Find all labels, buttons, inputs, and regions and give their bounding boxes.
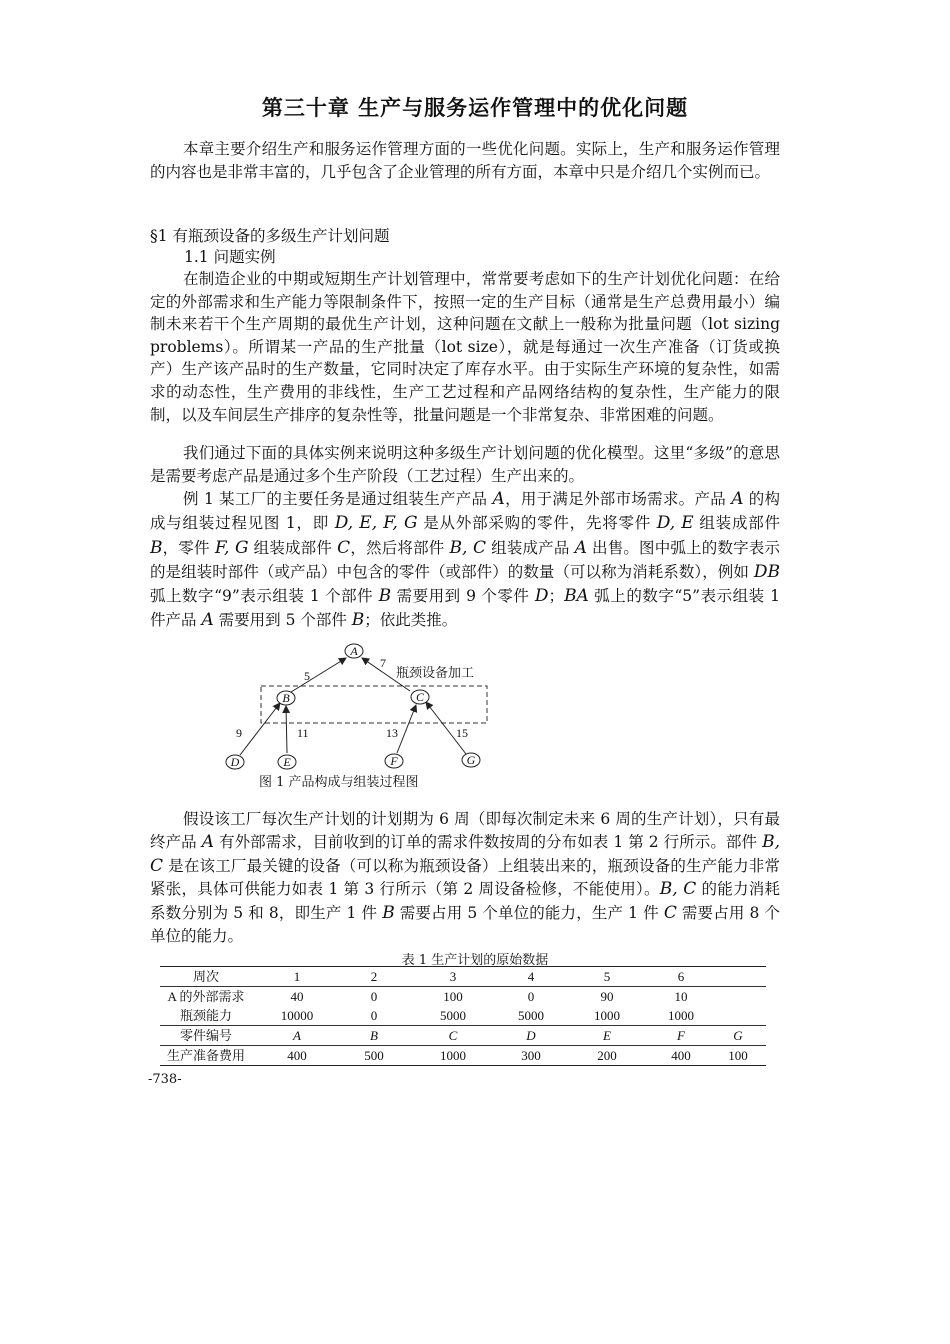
math-symbol: B, C	[659, 879, 697, 900]
table-cell: 400	[252, 1046, 342, 1066]
example-text: 例 1 某工厂的主要任务是通过组装生产产品	[183, 490, 493, 508]
node-label-D: D	[230, 755, 240, 769]
table-cell: 100	[406, 987, 500, 1007]
table-cell: 4	[500, 967, 562, 987]
intro-paragraph: 本章主要介绍生产和服务运作管理方面的一些优化问题。实际上，生产和服务运作管理的内容也是非常丰富的，几乎包含了企业管理的所有方面，本章中只是介绍几个实例而已。	[150, 140, 780, 181]
table-cell: C	[406, 1026, 500, 1046]
table-cell	[710, 987, 766, 1007]
table-caption: 表 1 生产计划的原始数据	[401, 953, 549, 968]
math-symbol: D, E	[656, 513, 694, 534]
section-heading-1: §1 有瓶颈设备的多级生产计划问题	[150, 227, 390, 245]
table-cell: 300	[500, 1046, 562, 1066]
table-cell: 100	[710, 1046, 766, 1066]
math-symbol: B	[378, 586, 392, 607]
paragraph-text: 需要占用 8 个单位的能力。	[150, 903, 780, 946]
page-number: -738-	[148, 1072, 182, 1087]
math-symbol: B	[382, 902, 395, 923]
table-cell: 瓶颈能力	[179, 1008, 232, 1023]
arc-label-DB: 9	[236, 726, 242, 740]
table-cell: 200	[562, 1046, 652, 1066]
subsection-heading-1-1: 1.1 问题实例	[184, 248, 276, 266]
table-cell: 2	[342, 967, 406, 987]
table-cell: 1000	[594, 1008, 620, 1023]
example-text: ，然后将部件	[350, 538, 450, 557]
math-symbol: B, C	[449, 537, 487, 558]
table-cell	[710, 967, 766, 987]
arc-label-CA: 7	[380, 656, 386, 670]
table-cell: 6	[652, 967, 710, 987]
arc-EB	[286, 706, 287, 753]
figure-caption: 图 1 产品构成与组装过程图	[259, 775, 419, 790]
table-cell: 5000	[440, 1008, 466, 1023]
paragraph-text: 假设该工厂每次生产计划的计划期为 6 周（即每次制定未来 6 周的生产计划），只有最终产品	[150, 810, 780, 852]
example-text: 弧上的数字“5”表示组装 1 件产品	[150, 587, 780, 630]
example-text: 是从外部采购的零件，先将零件	[417, 514, 657, 533]
chapter-title: 第三十章 生产与服务运作管理中的优化问题	[261, 96, 689, 120]
table-cell: 1000	[406, 1046, 500, 1066]
table-cell: A	[252, 1026, 342, 1046]
table-cell: D	[500, 1026, 562, 1046]
table-cell: 500	[342, 1046, 406, 1066]
math-symbol: A	[201, 610, 214, 631]
example-text: 组装成部件	[248, 538, 338, 557]
arc-BA	[291, 658, 346, 692]
table-cell: 生产准备费用	[160, 1046, 252, 1066]
table-cell: 3	[406, 967, 500, 987]
table-cell: 零件编号	[160, 1026, 252, 1046]
node-label-E: E	[283, 755, 291, 769]
math-symbol: B	[150, 537, 163, 558]
example-text: 需要用到 5 个部件	[213, 611, 352, 630]
node-label-F: F	[390, 754, 398, 768]
table-cell: 400	[652, 1046, 710, 1066]
math-symbol: BA	[564, 586, 589, 607]
example-text: ；依此类推。	[364, 611, 458, 630]
table-cell: B	[342, 1026, 406, 1046]
table-cell: 10	[652, 987, 710, 1007]
bottleneck-box	[261, 686, 487, 723]
table-cell: G	[710, 1026, 766, 1046]
table-cell: 10000	[280, 1008, 314, 1023]
node-label-C: C	[415, 690, 425, 704]
example-1-paragraph	[150, 487, 780, 633]
paragraph-multilevel: 我们通过下面的具体实例来说明这种多级生产计划问题的优化模型。这里“多级”的意思是需要考虑产品是通过多个生产阶段（工艺过程）生产出来的。	[150, 444, 780, 485]
paragraph-text: 是在该工厂最关键的设备（可以称为瓶颈设备）上组装出来的，瓶颈设备的生产能力非常紧张，具体可供能力如表 1 第 3 行所示（第 2 周设备检修，不能使用）。	[150, 856, 780, 899]
math-symbol: DB	[753, 561, 780, 582]
math-symbol: D, E, F, G	[334, 513, 418, 534]
paragraph-text: 的能力消耗系数分别为 5 和 8，即生产 1 件	[150, 880, 780, 922]
arc-label-GC: 15	[456, 726, 468, 740]
math-symbol: A	[574, 537, 587, 558]
example-text: 弧上数字“9”表示组装 1 个部件	[150, 587, 379, 606]
table-cell: 5	[562, 967, 652, 987]
arc-DB	[240, 703, 280, 755]
paragraph-lot-sizing: 在制造企业的中期或短期生产计划管理中，常常要考虑如下的生产计划优化问题：在给定的外部需求和生产能力等限制条件下，按照一定的生产目标（通常是生产总费用最小）编制未来若干个生产周期的最优生产计划，这种问题在文献上一般称为批量问题（lot sizing problems）。所谓某一产品的生产批量（lot size），就是每通过一次生产准备（订货或换产）生产该产品时的生产数量，它同时决定了库存水平。由于实际生产环境的复杂性，如需求的动态性，生产费用的非线性，生产工艺过程和产品网络结构的复杂性，生产能力的限制，以及车间层生产排序的复杂性等，批量问题是一个非常复杂、非常困难的问题。	[150, 270, 780, 424]
paragraph-text: 有外部需求，目前收到的订单的需求件数按周的分布如表 1 第 2 行所示。部件	[214, 833, 763, 852]
math-symbol: A	[731, 489, 744, 509]
production-data-table	[160, 966, 766, 1066]
math-symbol: B, C	[150, 832, 780, 876]
assembly-diagram	[218, 640, 508, 790]
table-row-weeks	[160, 967, 766, 987]
example-text: 出售。图中弧上的数字表示的是组装时部件（或产品）中包含的零件（或部件）的数量（可以称为消耗系数），例如	[150, 538, 780, 581]
bottleneck-label: 瓶颈设备加工	[396, 665, 475, 680]
example-text: ；	[548, 587, 565, 606]
math-symbol: C	[337, 537, 351, 558]
table-cell: 0	[500, 987, 562, 1007]
table-cell: 1	[252, 967, 342, 987]
math-symbol: F, G	[214, 537, 249, 558]
math-symbol: C	[663, 902, 677, 923]
example-text: 组装成产品	[486, 538, 575, 557]
table-row-demand	[160, 987, 766, 1007]
arc-FC	[397, 705, 416, 753]
table-cell: 90	[562, 987, 652, 1007]
arc-label-FC: 13	[386, 726, 398, 740]
math-symbol: A	[201, 832, 215, 853]
table-row-setup-cost	[160, 1046, 766, 1066]
paragraph-text: 需要占用 5 个单位的能力，生产 1 件	[394, 903, 664, 922]
example-text: 需要用到 9 个零件	[391, 587, 535, 606]
table-cell: 1000	[668, 1008, 694, 1023]
arc-label-EB: 11	[297, 726, 309, 740]
table-cell: 周次	[160, 967, 252, 987]
example-text: ，用于满足外部市场需求。产品	[504, 490, 732, 508]
table-cell: 0	[342, 987, 406, 1007]
table-cell: E	[562, 1026, 652, 1046]
table-row-capacity	[160, 1006, 766, 1026]
table-cell: 0	[370, 1008, 378, 1023]
table-cell: F	[652, 1026, 710, 1046]
example-text: 组装成部件	[693, 514, 780, 533]
table-cell: 5000	[518, 1008, 544, 1023]
paragraph-assumptions	[150, 808, 780, 948]
node-label-B: B	[282, 691, 290, 705]
example-text: 的构成与组装过程见图 1，即	[150, 490, 780, 533]
math-symbol: A	[492, 489, 505, 509]
node-label-G: G	[466, 753, 476, 767]
math-symbol: D	[534, 586, 549, 607]
node-label-A: A	[350, 644, 358, 658]
example-text: ，零件	[162, 538, 215, 557]
arc-label-BA: 5	[304, 669, 310, 683]
table-cell	[710, 1006, 766, 1026]
table-row-part-ids	[160, 1026, 766, 1046]
table-cell: A 的外部需求	[160, 987, 252, 1007]
math-symbol: B	[351, 610, 365, 631]
table-cell: 40	[252, 987, 342, 1007]
